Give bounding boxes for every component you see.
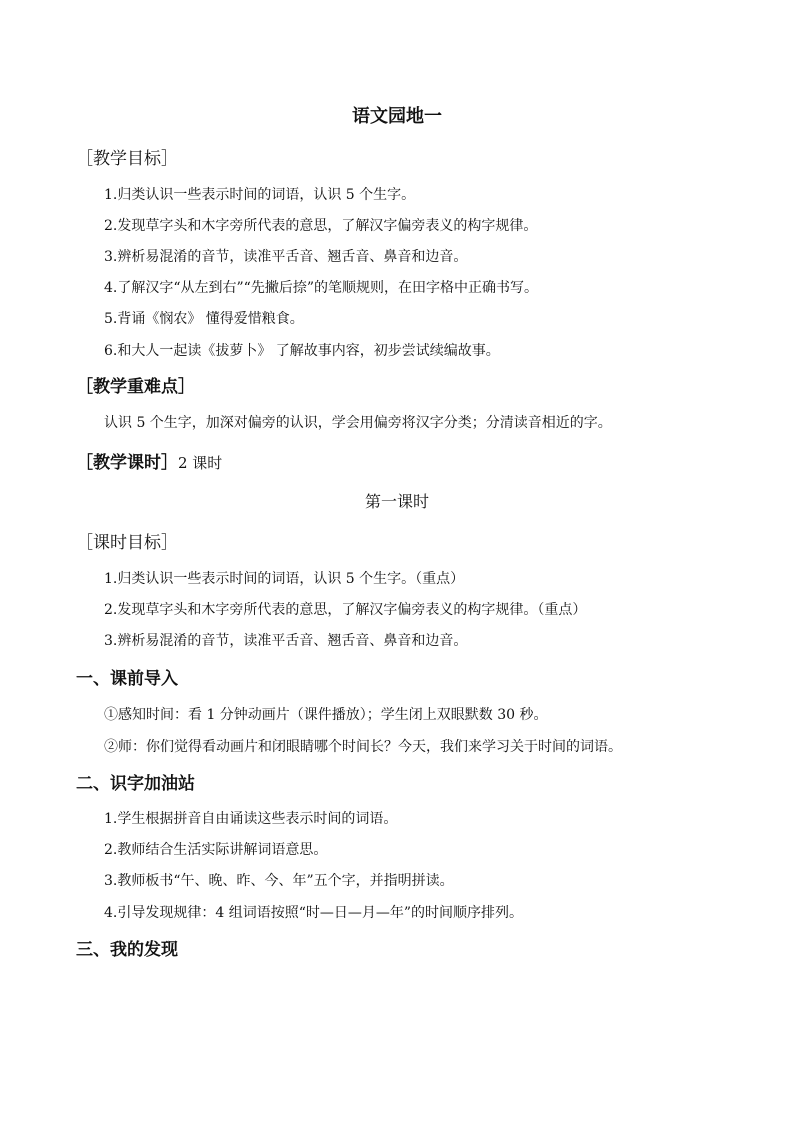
lesson-goal-item: 3.辨析易混淆的音节，读准平舌音、翘舌音、鼻音和边音。 [104, 633, 468, 649]
lesson-hours-label: ［教学课时］ [76, 453, 178, 473]
teaching-goal-item: 3.辨析易混淆的音节，读准平舌音、翘舌音、鼻音和边音。 [104, 249, 468, 265]
teaching-goal-item: 2.发现草字头和木字旁所代表的意思，了解汉字偏旁表义的构字规律。 [104, 218, 538, 234]
teaching-goal-item: 6.和大人一起读《拔萝卜》 了解故事内容，初步尝试续编故事。 [104, 343, 500, 359]
first-lesson-title: 第一课时 [364, 492, 429, 511]
lesson-goals-heading: ［课时目标］ [76, 533, 178, 553]
lesson-goal-item: 2.发现草字头和木字旁所代表的意思，了解汉字偏旁表义的构字规律。（重点） [104, 602, 587, 618]
section-item: 2.教师结合生活实际讲解词语意思。 [104, 842, 328, 858]
section-heading-intro: 一、课前导入 [76, 669, 178, 689]
teaching-goals-heading: ［教学目标］ [76, 149, 178, 169]
section-item: 3.教师板书“午、晚、昨、今、年”五个字，并指明拼读。 [104, 873, 454, 889]
section-heading-discovery: 三、我的发现 [76, 940, 178, 960]
section-item: 4.引导发现规律：4 组词语按照“时—日—月—年”的时间顺序排列。 [104, 905, 524, 921]
document-title: 语文园地一 [352, 106, 442, 127]
section-item: ①感知时间：看 1 分钟动画片（课件播放）；学生闭上双眼默数 30 秒。 [104, 707, 548, 723]
lesson-hours-heading [76, 450, 222, 476]
teaching-goal-item: 5.背诵《悯农》 懂得爱惜粮食。 [104, 311, 304, 327]
key-points-text: 认识 5 个生字，加深对偏旁的认识，学会用偏旁将汉字分类；分清读音相近的字。 [104, 415, 612, 431]
teaching-goal-item: 4.了解汉字“从左到右”“先撇后捺”的笔顺规则，在田字格中正确书写。 [104, 280, 538, 296]
teaching-goal-item: 1.归类认识一些表示时间的词语，认识 5 个生字。 [104, 187, 416, 203]
lesson-hours-value: 2 课时 [178, 454, 223, 472]
key-points-heading: ［教学重难点］ [76, 377, 195, 397]
section-item: 1.学生根据拼音自由诵读这些表示时间的词语。 [104, 811, 398, 827]
section-item: ②师：你们觉得看动画片和闭眼睛哪个时间长？今天，我们来学习关于时间的词语。 [104, 739, 622, 755]
lesson-goal-item: 1.归类认识一些表示时间的词语，认识 5 个生字。（重点） [104, 571, 465, 587]
section-heading-literacy: 二、识字加油站 [76, 774, 195, 794]
